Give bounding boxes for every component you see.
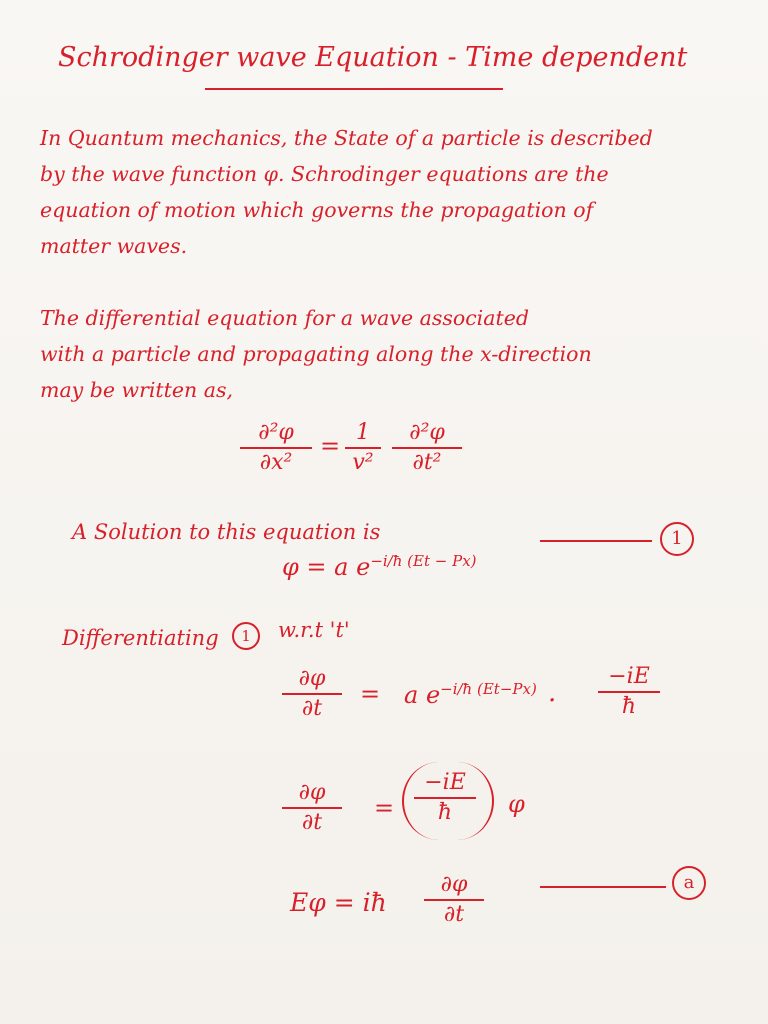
diff-line: with a particle and propagating along the x-direction	[40, 342, 592, 366]
wave-eq-equals: =	[320, 432, 341, 460]
eqa-rhs-exp: −i/ħ (Et−Px)	[440, 680, 537, 698]
intro-paragraph	[40, 120, 653, 264]
wave-eq-lhs	[240, 420, 312, 476]
diff-line: The differential equation for a wave associated	[40, 306, 529, 330]
diff-wrt: w.r.t 't'	[278, 618, 350, 642]
eqa-factor-den: ħ	[621, 694, 637, 719]
eqb-lhs	[282, 780, 342, 836]
intro-line: In Quantum mechanics, the State of a particle is described	[40, 126, 653, 150]
intro-line: equation of motion which governs the propagation of	[40, 198, 594, 222]
eq2-frac	[424, 872, 484, 928]
eqa-factor-num: −iE	[608, 664, 650, 689]
page-title: Schrodinger wave Equation - Time dependent	[58, 42, 688, 73]
coef-numerator: 1	[356, 420, 370, 445]
eqb-paren-den: ħ	[437, 800, 453, 825]
title-underline	[205, 88, 503, 90]
diff-ref-circle: 1	[232, 622, 260, 650]
solution-intro: A Solution to this equation is	[72, 520, 381, 544]
eqa-lhs-den: ∂t	[301, 696, 323, 721]
eq2-number: a	[672, 866, 706, 900]
differential-paragraph	[40, 300, 592, 408]
eqa-dot: ·	[548, 686, 557, 716]
eqb-equals: =	[374, 794, 395, 822]
eqb-paren-num: −iE	[424, 770, 466, 795]
diff-line: may be written as,	[40, 378, 234, 402]
eqa-lhs-num: ∂φ	[298, 666, 326, 691]
lhs-numerator: ∂²φ	[258, 420, 294, 445]
eq2-frac-den: ∂t	[443, 902, 465, 927]
eq1-leader-line	[540, 540, 652, 542]
rhs-denominator: ∂t²	[412, 450, 442, 475]
rhs-numerator: ∂²φ	[409, 420, 445, 445]
eq2-frac-num: ∂φ	[440, 872, 468, 897]
diff-instruction	[62, 626, 219, 650]
lhs-denominator: ∂x²	[259, 450, 293, 475]
intro-line: matter waves.	[40, 234, 188, 258]
eqa-factor	[598, 664, 660, 720]
eqb-trail: φ	[508, 790, 525, 818]
coef-denominator: v²	[352, 450, 374, 475]
wave-eq-coef	[345, 420, 381, 476]
eqb-lhs-num: ∂φ	[298, 780, 326, 805]
diff-word: Differentiating	[62, 626, 219, 650]
eqb-paren-frac	[414, 770, 476, 826]
eq1-exponent: −i/ħ (Et − Px)	[370, 552, 477, 570]
eq1	[282, 552, 477, 581]
eqb-lhs-den: ∂t	[301, 810, 323, 835]
eq1-base: φ = a e	[282, 553, 371, 581]
eq2-lhs: Eφ = iħ	[290, 888, 387, 917]
eqa-lhs	[282, 666, 342, 722]
eq1-number: 1	[660, 522, 694, 556]
eqa-equals: =	[360, 680, 381, 708]
eqa-rhs	[404, 680, 537, 709]
wave-eq-rhs	[392, 420, 462, 476]
eq2-leader-line	[540, 886, 666, 888]
eqa-rhs-base: a e	[404, 681, 441, 709]
intro-line: by the wave function φ. Schrodinger equations are the	[40, 162, 609, 186]
